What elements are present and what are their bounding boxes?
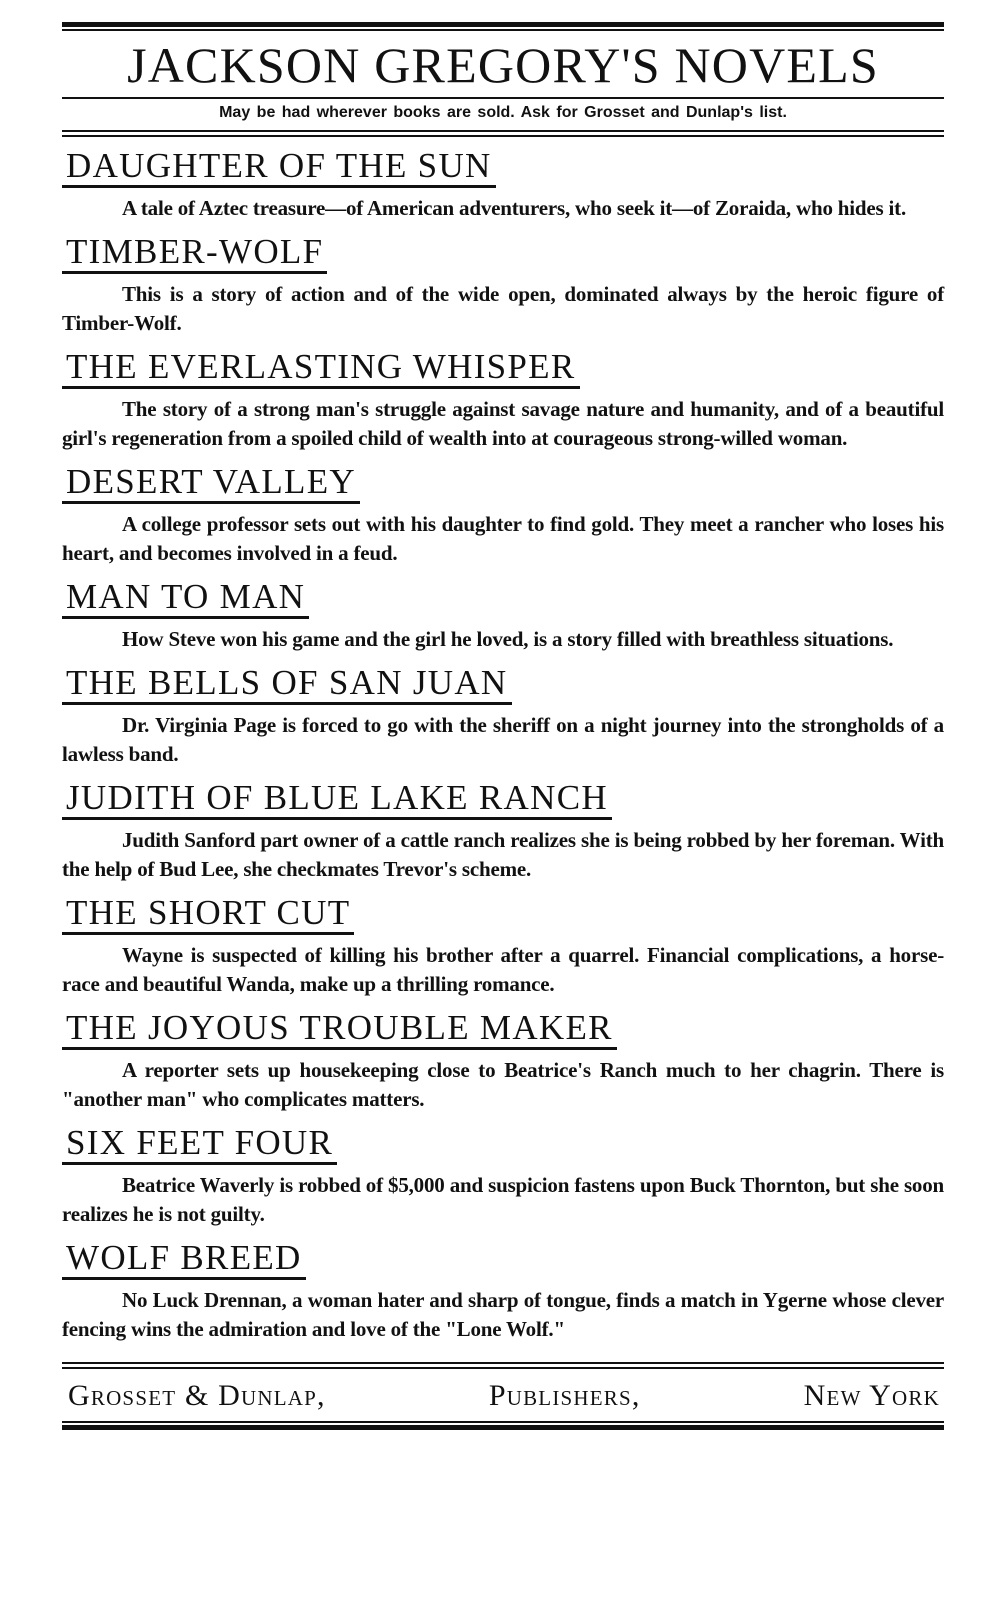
book-description: A tale of Aztec treasure—of American adventurers, who seek it—of Zoraida, who hides it. <box>122 196 907 220</box>
book-title: SIX FEET FOUR <box>62 1122 337 1165</box>
top-rule-thin <box>62 29 944 31</box>
book-description: A reporter sets up housekeeping close to Beatrice's Ranch much to her chagrin. There is "another man" who complicates matters. <box>62 1058 944 1111</box>
book-description: Dr. Virginia Page is forced to go with the sheriff on a night journey into the strongholds of a lawless band. <box>62 713 944 766</box>
book-entry <box>62 568 944 654</box>
book-title: THE BELLS OF SAN JUAN <box>62 662 512 705</box>
book-description: No Luck Drennan, a woman hater and sharp of tongue, finds a match in Ygerne whose clever fencing wins the admiration and love of the "Lone Wolf." <box>62 1288 944 1341</box>
book-description: Wayne is suspected of killing his brother after a quarrel. Financial complications, a horse-race and beautiful Wanda, make up a thrilling romance. <box>62 943 944 996</box>
book-description: How Steve won his game and the girl he loved, is a story filled with breathless situations. <box>122 627 894 651</box>
book-title: DESERT VALLEY <box>62 461 360 504</box>
book-title: THE SHORT CUT <box>62 892 354 935</box>
book-description: Judith Sanford part owner of a cattle ranch realizes she is being robbed by her foreman. With the help of Bud Lee, she checkmates Trevor's scheme. <box>62 828 944 881</box>
book-entry <box>62 769 944 884</box>
book-title: WOLF BREED <box>62 1237 306 1280</box>
book-description: A college professor sets out with his daughter to find gold. They meet a rancher who loses his heart, and becomes involved in a feud. <box>62 512 944 565</box>
publisher-line <box>62 1369 944 1421</box>
book-title: THE EVERLASTING WHISPER <box>62 346 580 389</box>
title-rule <box>62 97 944 99</box>
book-description: The story of a strong man's struggle against savage nature and humanity, and of a beautiful girl's regeneration from a spoiled child of wealth into at courageous strong-willed woman. <box>62 397 944 450</box>
publisher-name: Grosset & Dunlap, <box>68 1379 326 1412</box>
book-entry <box>62 1229 944 1344</box>
page-subtitle: May be had wherever books are sold. Ask for Grosset and Dunlap's list. <box>219 104 787 121</box>
book-entry <box>62 654 944 769</box>
book-title: JUDITH OF BLUE LAKE RANCH <box>62 777 612 820</box>
book-list <box>62 137 944 1344</box>
book-entry <box>62 137 944 223</box>
book-title: THE JOYOUS TROUBLE MAKER <box>62 1007 617 1050</box>
book-description: This is a story of action and of the wide open, dominated always by the heroic figure of Timber-Wolf. <box>62 282 944 335</box>
publisher-city: New York <box>803 1379 940 1412</box>
bottom-rule <box>62 1425 944 1430</box>
book-title: DAUGHTER OF THE SUN <box>62 145 496 188</box>
book-entry <box>62 453 944 568</box>
book-title: MAN TO MAN <box>62 576 309 619</box>
book-description: Beatrice Waverly is robbed of $5,000 and suspicion fastens upon Buck Thornton, but she soon realizes he is not guilty. <box>62 1173 944 1226</box>
book-entry <box>62 884 944 999</box>
book-title: TIMBER-WOLF <box>62 231 327 274</box>
book-entry <box>62 999 944 1114</box>
book-entry <box>62 338 944 453</box>
publisher-role: Publishers, <box>488 1379 641 1412</box>
advertisement-page <box>62 22 944 1430</box>
page-title: JACKSON GREGORY'S NOVELS <box>127 37 879 93</box>
book-entry <box>62 1114 944 1229</box>
book-entry <box>62 223 944 338</box>
